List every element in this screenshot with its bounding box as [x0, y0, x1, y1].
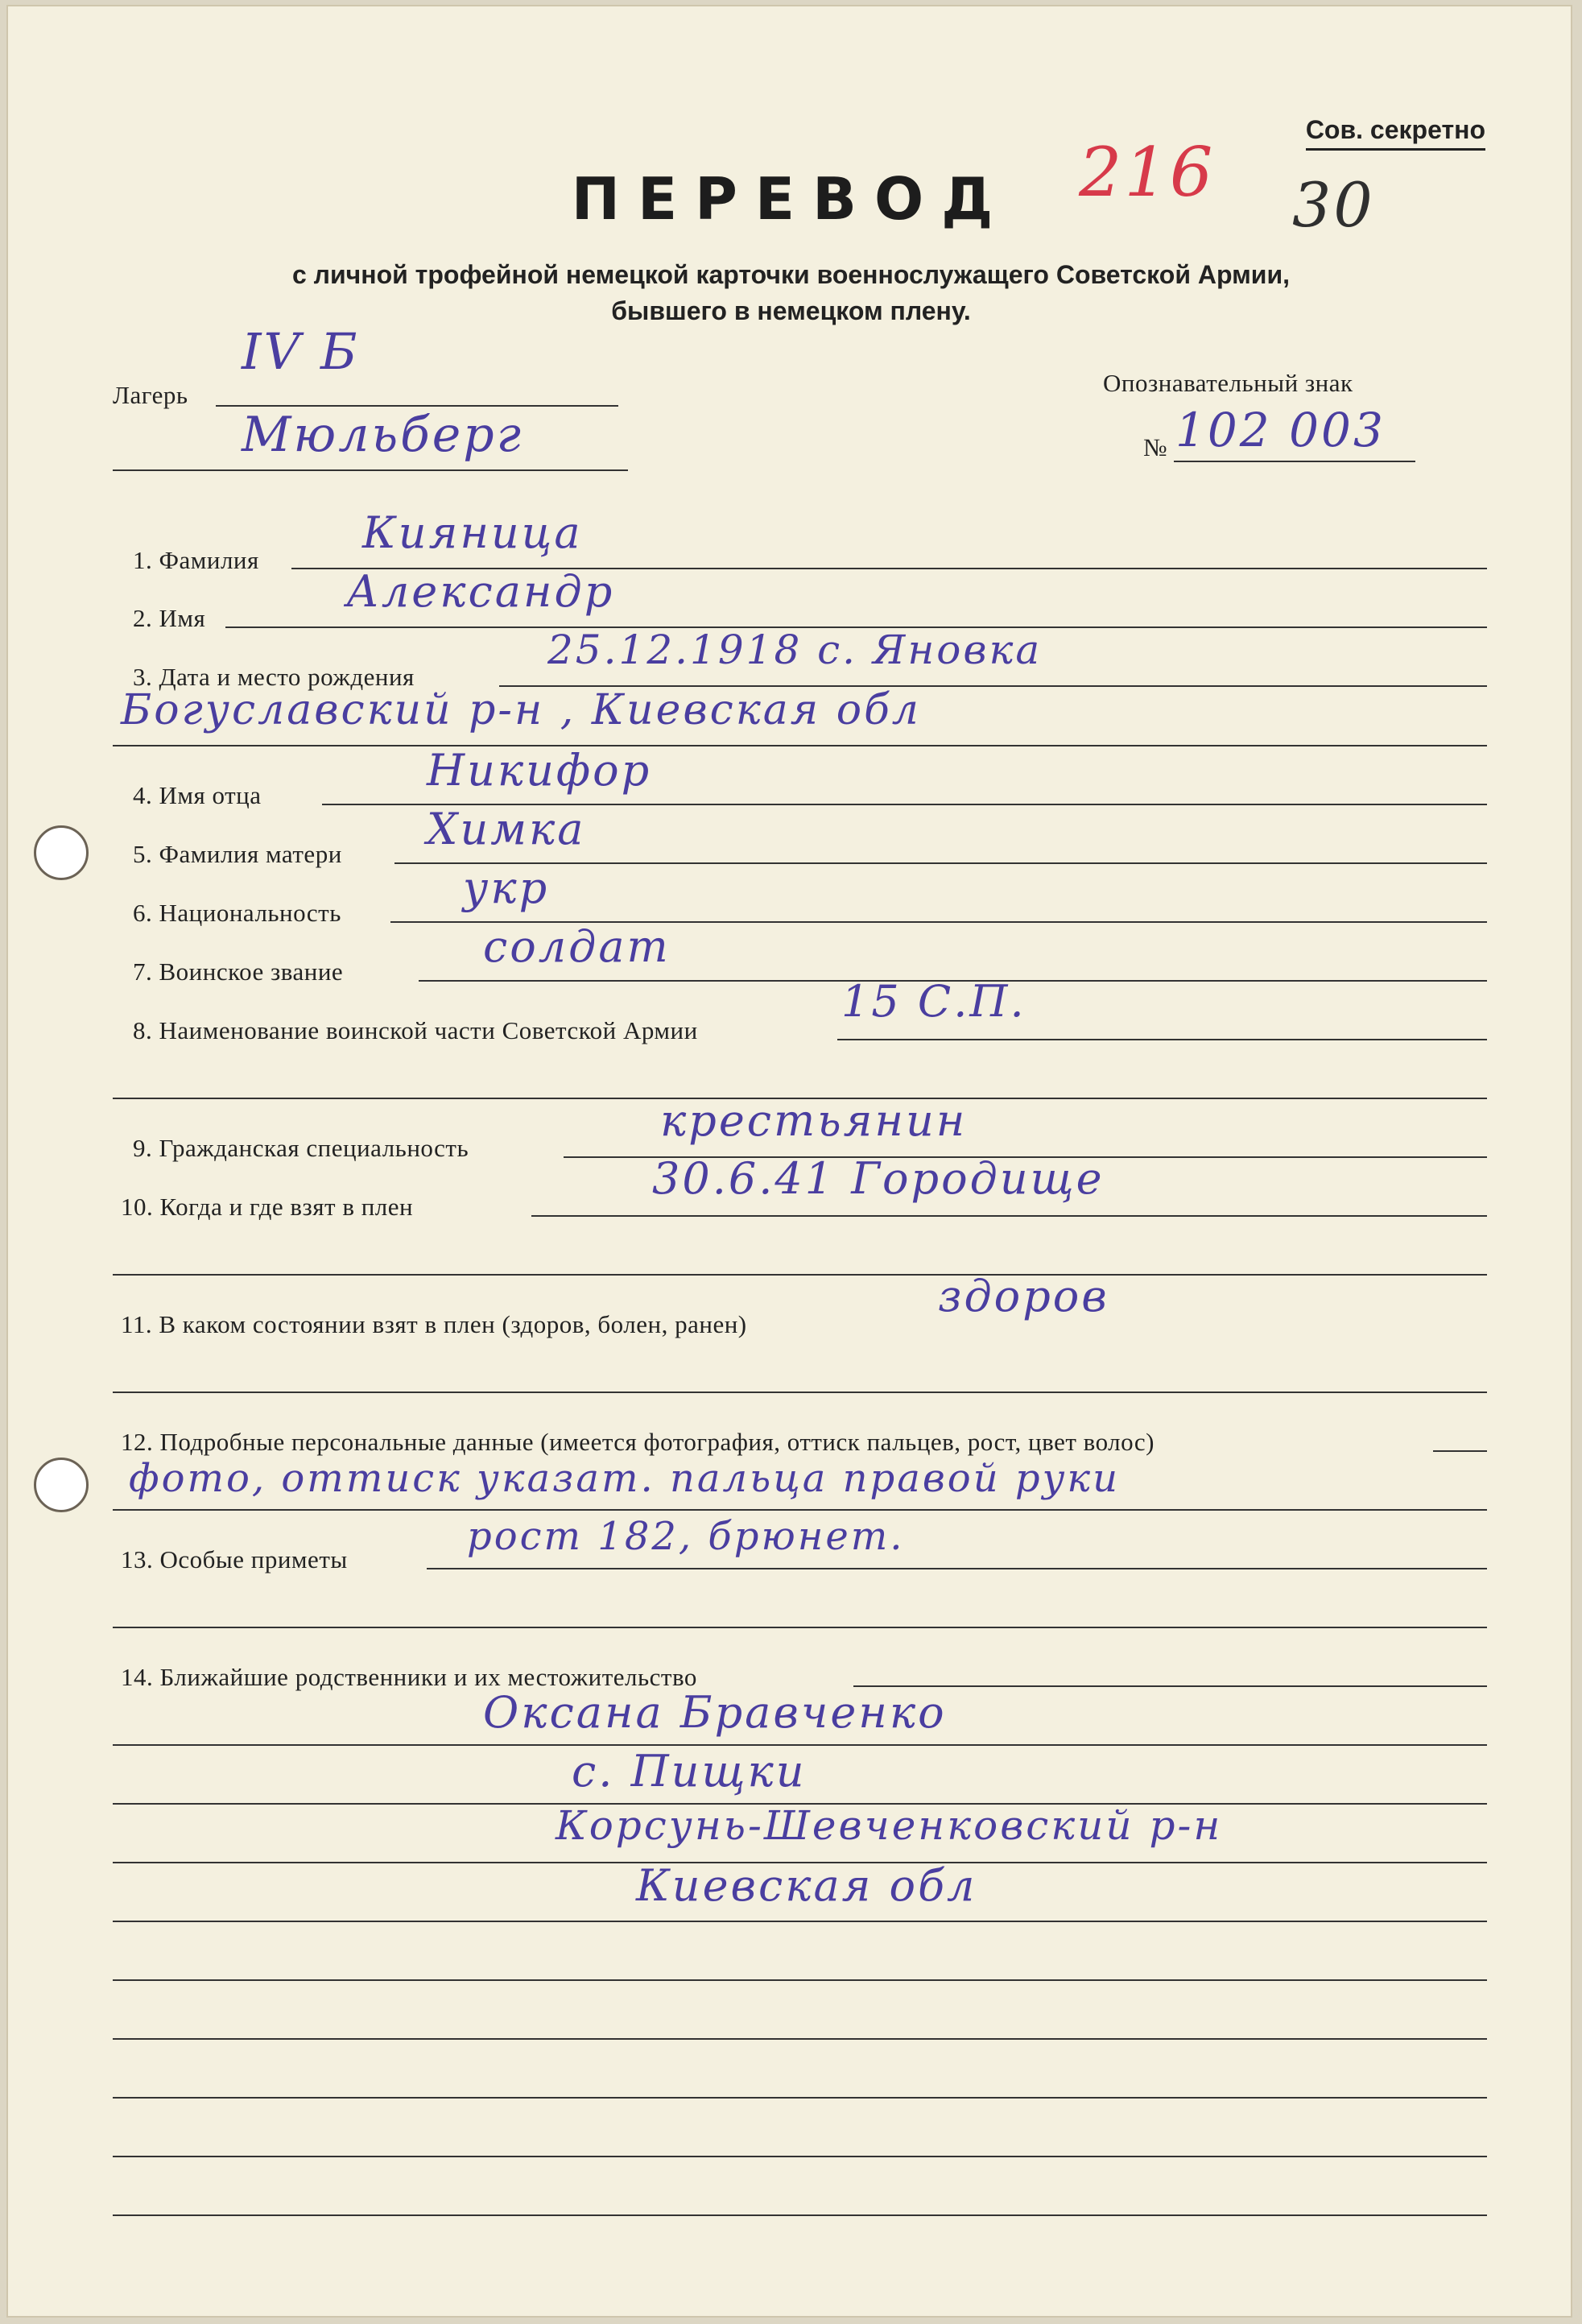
camp-name: Мюльберг	[242, 407, 523, 463]
relatives-line-5	[113, 1921, 1487, 1922]
captured-line-2	[113, 1274, 1487, 1276]
stamp-number-grey: 30	[1292, 169, 1375, 241]
mother-surname-label: 5. Фамилия матери	[133, 840, 342, 868]
relatives-line	[853, 1685, 1487, 1687]
relatives-value-2: с. Пищки	[572, 1746, 807, 1797]
id-label: Опознавательный знак	[1103, 369, 1353, 397]
mother-surname-value: Химка	[427, 804, 586, 854]
id-value: 102 003	[1175, 403, 1386, 457]
birth-value: 25.12.1918 с. Яновка	[547, 626, 1043, 673]
relatives-line-9	[113, 2156, 1487, 2157]
special-marks-value: рост 182, брюнет.	[467, 1514, 905, 1559]
birth-line-2	[113, 745, 1487, 746]
condition-label: 11. В каком состоянии взят в плен (здоров, болен, ранен)	[121, 1310, 747, 1338]
civil-specialty-value: крестьянин	[660, 1095, 968, 1146]
subtitle-line-1: с личной трофейной немецкой карточки военнослужащего Советской Армии,	[291, 260, 1291, 289]
military-unit-label: 8. Наименование воинской части Советской Армии	[133, 1016, 698, 1044]
relatives-value-1: Оксана Бравченко	[483, 1687, 947, 1738]
condition-value: здоров	[938, 1271, 1109, 1321]
subtitle-line-2: бывшего в немецком плену.	[611, 296, 971, 325]
captured-value: 30.6.41 Городище	[652, 1153, 1105, 1204]
rank-value: солдат	[483, 921, 671, 972]
relatives-line-6	[113, 1979, 1487, 1981]
punch-hole-bottom	[34, 1458, 89, 1512]
camp-number: IV Б	[242, 322, 360, 381]
first-name-label: 2. Имя	[133, 604, 206, 632]
camp-label: Лагерь	[113, 381, 188, 409]
captured-label: 10. Когда и где взят в плен	[121, 1193, 414, 1221]
rank-label: 7. Воинское звание	[133, 957, 344, 986]
nationality-value: укр	[463, 862, 550, 913]
military-unit-value: 15 С.П.	[841, 976, 1026, 1027]
relatives-line-10	[113, 2214, 1487, 2216]
personal-data-line-2	[113, 1509, 1487, 1511]
birth-value-2: Богуславский р-н , Киевская обл	[121, 686, 921, 734]
page-title: ПЕРЕВОД	[571, 165, 1011, 233]
nationality-label: 6. Национальность	[133, 899, 341, 927]
relatives-line-7	[113, 2038, 1487, 2040]
condition-line	[113, 1392, 1487, 1393]
stamp-number-red: 216	[1079, 133, 1216, 212]
mother-surname-line	[394, 862, 1487, 864]
special-marks-line-2	[113, 1627, 1487, 1628]
camp-line-2	[113, 469, 628, 471]
first-name-value: Александр	[346, 566, 615, 617]
id-prefix: №	[1143, 433, 1168, 461]
birth-label: 3. Дата и место рождения	[133, 663, 415, 691]
classification-label: Сов. секретно	[1306, 115, 1485, 151]
military-unit-line	[837, 1039, 1487, 1040]
special-marks-label: 13. Особые приметы	[121, 1545, 348, 1573]
personal-data-label: 12. Подробные персональные данные (имеется фотография, оттиск пальцев, рост, цвет волос)	[121, 1428, 1154, 1456]
father-name-label: 4. Имя отца	[133, 781, 262, 809]
relatives-line-8	[113, 2097, 1487, 2099]
father-name-value: Никифор	[427, 745, 652, 796]
civil-specialty-label: 9. Гражданская специальность	[133, 1134, 469, 1162]
surname-label: 1. Фамилия	[133, 546, 259, 574]
special-marks-line	[427, 1568, 1487, 1569]
captured-line	[531, 1215, 1487, 1217]
relatives-value-4: Киевская обл	[636, 1860, 977, 1911]
id-line	[1174, 461, 1415, 462]
personal-data-value: фото, оттиск указат. пальца правой руки	[129, 1456, 1121, 1501]
relatives-label: 14. Ближайшие родственники и их местожительство	[121, 1663, 697, 1691]
punch-hole-top	[34, 825, 89, 880]
surname-value: Кияница	[362, 507, 583, 558]
relatives-value-3: Корсунь-Шевченковский р-н	[556, 1802, 1223, 1849]
personal-data-line	[1433, 1450, 1487, 1452]
